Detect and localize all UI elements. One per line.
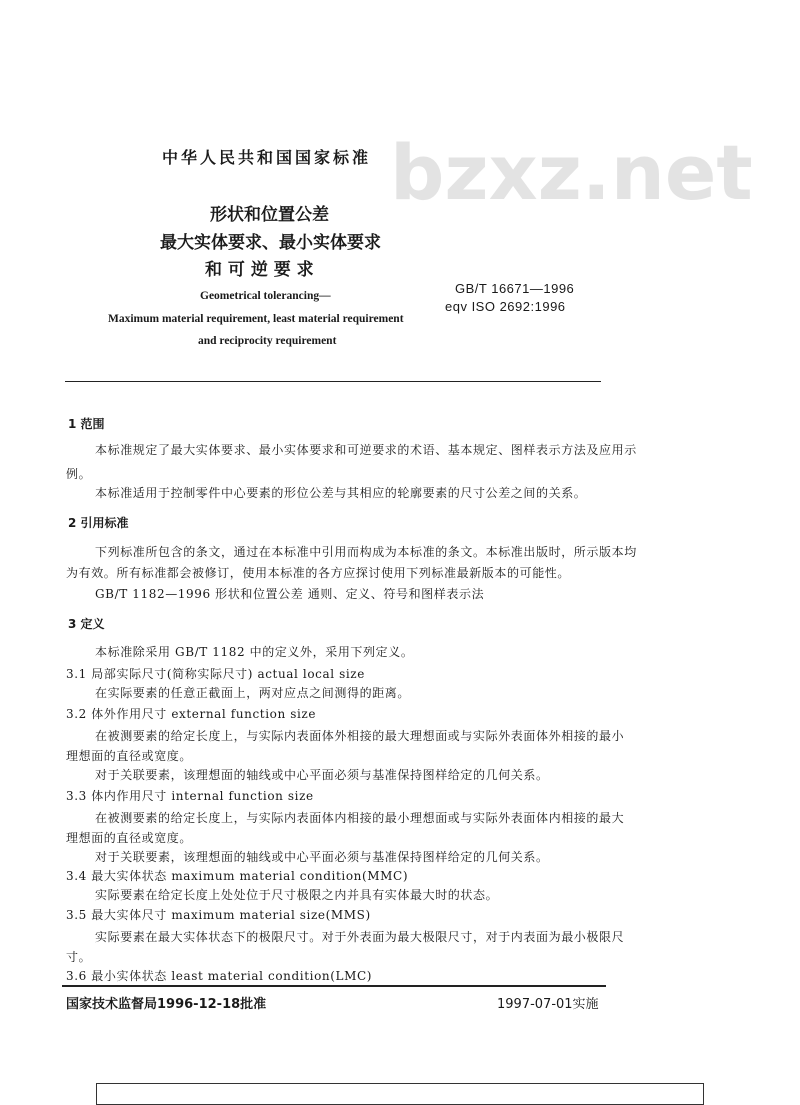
text-line: 实际要素在最大实体状态下的极限尺寸。对于外表面为最大极限尺寸，对于内表面为最小极限尺 bbox=[95, 930, 625, 944]
text-line: 在被测要素的给定长度上，与实际内表面体外相接的最大理想面或与实际外表面体外相接的最小 bbox=[95, 729, 625, 743]
bottom-frame bbox=[96, 1083, 704, 1105]
text-line: 对于关联要素，该理想面的轴线或中心平面必须与基准保持图样给定的几何关系。 bbox=[95, 850, 549, 864]
text-line: 理想面的直径或宽度。 bbox=[66, 749, 193, 763]
text-line: 寸。 bbox=[66, 950, 92, 964]
english-title-3: and reciprocity requirement bbox=[198, 335, 337, 347]
referenced-standard: GB/T 1182—1996 形状和位置公差 通则、定义、符号和图样表示法 bbox=[95, 587, 485, 601]
title-line-1: 形状和位置公差 bbox=[210, 205, 329, 225]
footer-divider bbox=[62, 985, 606, 987]
watermark: bzxz.net bbox=[390, 128, 753, 217]
english-title-1: Geometrical tolerancing— bbox=[200, 290, 331, 302]
text-line: 对于关联要素，该理想面的轴线或中心平面必须与基准保持图样给定的几何关系。 bbox=[95, 768, 549, 782]
title-line-2: 最大实体要求、最小实体要求 bbox=[160, 233, 381, 253]
section-3-heading: 3 定义 bbox=[68, 617, 105, 631]
clause-3-5: 3.5 最大实体尺寸 maximum material size(MMS) bbox=[66, 908, 371, 922]
text-line: 本标准除采用 GB/T 1182 中的定义外，采用下列定义。 bbox=[95, 645, 414, 659]
text-line: 在被测要素的给定长度上，与实际内表面体内相接的最小理想面或与实际外表面体内相接的最大 bbox=[95, 811, 625, 825]
text-line: 本标准适用于控制零件中心要素的形位公差与其相应的轮廓要素的尺寸公差之间的关系。 bbox=[95, 486, 587, 500]
clause-3-3: 3.3 体内作用尺寸 internal function size bbox=[66, 789, 314, 803]
clause-3-2: 3.2 体外作用尺寸 external function size bbox=[66, 707, 317, 721]
english-title-2: Maximum material requirement, least material requirement bbox=[108, 313, 404, 325]
clause-3-4: 3.4 最大实体状态 maximum material condition(MMC) bbox=[66, 869, 409, 883]
section-2-heading: 2 引用标准 bbox=[68, 516, 129, 530]
approval-date: 国家技术监督局1996-12-18批准 bbox=[66, 997, 267, 1012]
text-line: 实际要素在给定长度上处处位于尺寸极限之内并具有实体最大时的状态。 bbox=[95, 888, 499, 902]
standard-code: GB/T 16671—1996 bbox=[455, 281, 575, 296]
text-line: 下列标准所包含的条文，通过在本标准中引用而构成为本标准的条文。本标准出版时，所示版本均 bbox=[95, 545, 637, 559]
section-1-heading: 1 范围 bbox=[68, 417, 105, 431]
clause-3-1: 3.1 局部实际尺寸(简称实际尺寸) actual local size bbox=[66, 667, 365, 681]
national-standard-header: 中华人民共和国国家标准 bbox=[162, 148, 372, 167]
equivalent-standard: eqv ISO 2692:1996 bbox=[445, 299, 566, 314]
text-line: 在实际要素的任意正截面上，两对应点之间测得的距离。 bbox=[95, 686, 411, 700]
text-line: 本标准规定了最大实体要求、最小实体要求和可逆要求的术语、基本规定、图样表示方法及应用示 bbox=[95, 443, 637, 457]
title-line-3: 和 可 逆 要 求 bbox=[205, 260, 314, 280]
clause-3-6: 3.6 最小实体状态 least material condition(LMC) bbox=[66, 969, 373, 983]
text-line: 理想面的直径或宽度。 bbox=[66, 831, 193, 845]
text-line: 例。 bbox=[66, 467, 92, 481]
header-divider bbox=[65, 381, 601, 382]
text-line: 为有效。所有标准都会被修订，使用本标准的各方应探讨使用下列标准最新版本的可能性。 bbox=[66, 566, 571, 580]
effective-date: 1997-07-01实施 bbox=[497, 997, 599, 1012]
